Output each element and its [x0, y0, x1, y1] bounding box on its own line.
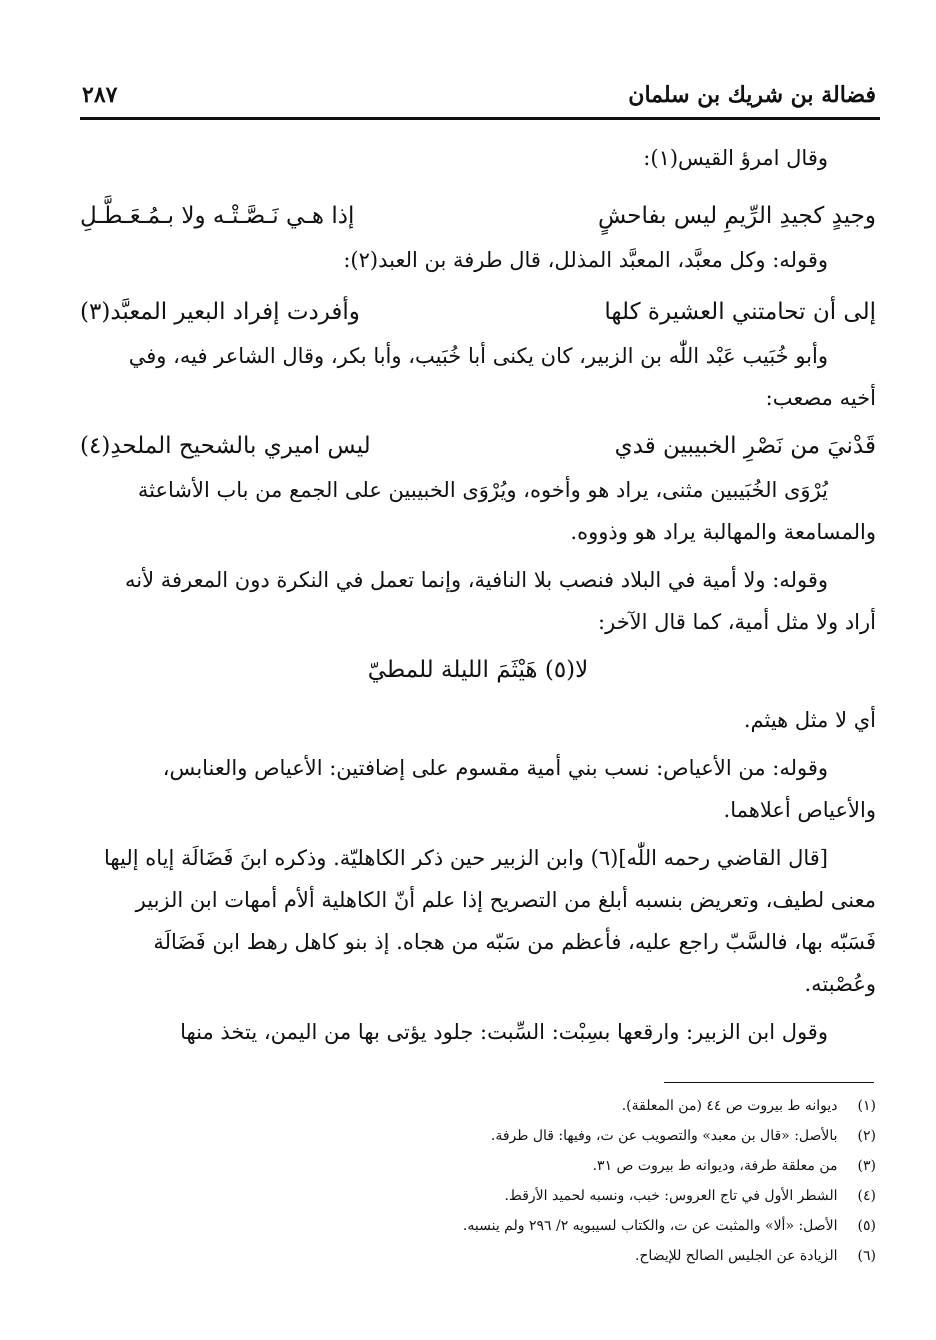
verse-4: لا(٥) هَيْثَمَ الليلة للمطيّ [367, 657, 589, 683]
footnote-text: بالأصل: «قال بن معبد» والتصويب عن ت، وفيها: قال طرفة. [490, 1128, 838, 1144]
body-line-16: وقول ابن الزبير: وارقعها بسِبْت: السِّبت: جلود يؤتى بها من اليمن، يتخذ منها [180, 1020, 828, 1044]
body-line-15: وعُصْبته. [804, 972, 876, 996]
footnote-number: (٤) [857, 1188, 876, 1204]
body-line-4: أخيه مصعب: [765, 386, 876, 410]
body-line-14: فَسَبّه بها، فالسَّبّ راجع عليه، فأعظم من سَبّه من هجاه. إذ بنو كاهل رهط ابن فَضَالَة [153, 930, 876, 954]
verse-3-second-hemistich: ليس اميري بالشحيح الملحدِ(٤) [80, 433, 371, 459]
footnote-divider [664, 1082, 874, 1083]
header-divider [80, 117, 880, 120]
footnote-number: (٦) [857, 1248, 876, 1264]
footnote-1 [80, 1094, 876, 1118]
verse-1-first-hemistich: وجيدٍ كجيدِ الرِّيمِ ليس بفاحشٍ [597, 203, 876, 229]
body-line-11: والأعياص أعلاهما. [723, 798, 876, 822]
running-header-title: فضالة بن شريك بن سلمان [628, 82, 876, 108]
verse-1-second-hemistich: إذا هـي نَـصَّـتْـه ولا بـمُـعَـطَّـلِ [80, 203, 355, 229]
body-line-8: أراد ولا مثل أمية، كما قال الآخر: [598, 610, 876, 634]
body-line-3: وأبو خُبَيب عَبْد اللّٰه بن الزبير، كان يكنى أبا خُبَيب، وأبا بكر، وقال الشاعر فيه، وفي [128, 344, 828, 368]
verse-3 [80, 424, 876, 468]
body-line-12: [قال القاضي رحمه اللّٰه](٦) وابن الزبير حين ذكر الكاهليّة. وذكره ابنَ فَضَالَة إياه إليها [103, 846, 828, 870]
verse-2-first-hemistich: إلى أن تحامتني العشيرة كلها [604, 299, 876, 325]
footnote-5 [80, 1214, 876, 1238]
footnote-text: الزيادة عن الجليس الصالح للإيضاح. [634, 1248, 838, 1264]
body-line-13: معنى لطيف، وتعريض بنسبه أبلغ من التصريح إذا علم أنّ الكاهلية ألأم أمهات ابن الزبير [135, 888, 876, 912]
footnote-text: الأصل: «ألا» والمثبت عن ت، والكتاب لسيبويه ٢/ ٢٩٦ ولم ينسبه. [462, 1218, 838, 1234]
footnote-number: (١) [857, 1098, 876, 1114]
footnote-4 [80, 1184, 876, 1208]
body-line-9: أي لا مثل هيثم. [743, 708, 876, 732]
footnote-number: (٢) [857, 1128, 876, 1144]
footnote-6 [80, 1244, 876, 1268]
body-line-10: وقوله: من الأعياص: نسب بني أمية مقسوم على إضافتين: الأعياص والعنابس، [162, 756, 828, 780]
footnote-text: ديوانه ط بيروت ص ٤٤ (من المعلقة). [621, 1098, 838, 1114]
page-number: ٢٨٧ [82, 82, 118, 108]
body-line-7: وقوله: ولا أمية في البلاد فنصب بلا النافية، وإنما تعمل في النكرة دون المعرفة لأنه [124, 568, 828, 592]
footnote-3 [80, 1154, 876, 1178]
body-line-2: وقوله: وكل معبَّد، المعبَّد المذلل، قال طرفة بن العبد(٢): [343, 248, 828, 272]
verse-1 [80, 194, 876, 238]
footnote-2 [80, 1124, 876, 1148]
footnote-text: الشطر الأول في تاج العروس: خبب، ونسبه لحميد الأرقط. [504, 1188, 838, 1204]
body-line-5: يُرْوَى الخُبَيبين مثنى، يراد هو وأخوه، ويُرْوَى الخبيبين على الجمع من باب الأشاعثة [137, 478, 828, 502]
body-line-6: والمسامعة والمهالبة يراد هو وذووه. [570, 520, 876, 544]
footnote-number: (٣) [857, 1158, 876, 1174]
body-line-1: وقال امرؤ القيس(١): [643, 146, 828, 170]
verse-2 [80, 290, 876, 334]
verse-3-first-hemistich: قَدْنيَ من نَصْرِ الخبيبين قدي [614, 433, 876, 459]
footnote-text: من معلقة طرفة، وديوانه ط بيروت ص ٣١. [592, 1158, 838, 1174]
verse-2-second-hemistich: وأفردت إفراد البعير المعبَّد(٣) [80, 299, 360, 325]
footnote-number: (٥) [857, 1218, 876, 1234]
